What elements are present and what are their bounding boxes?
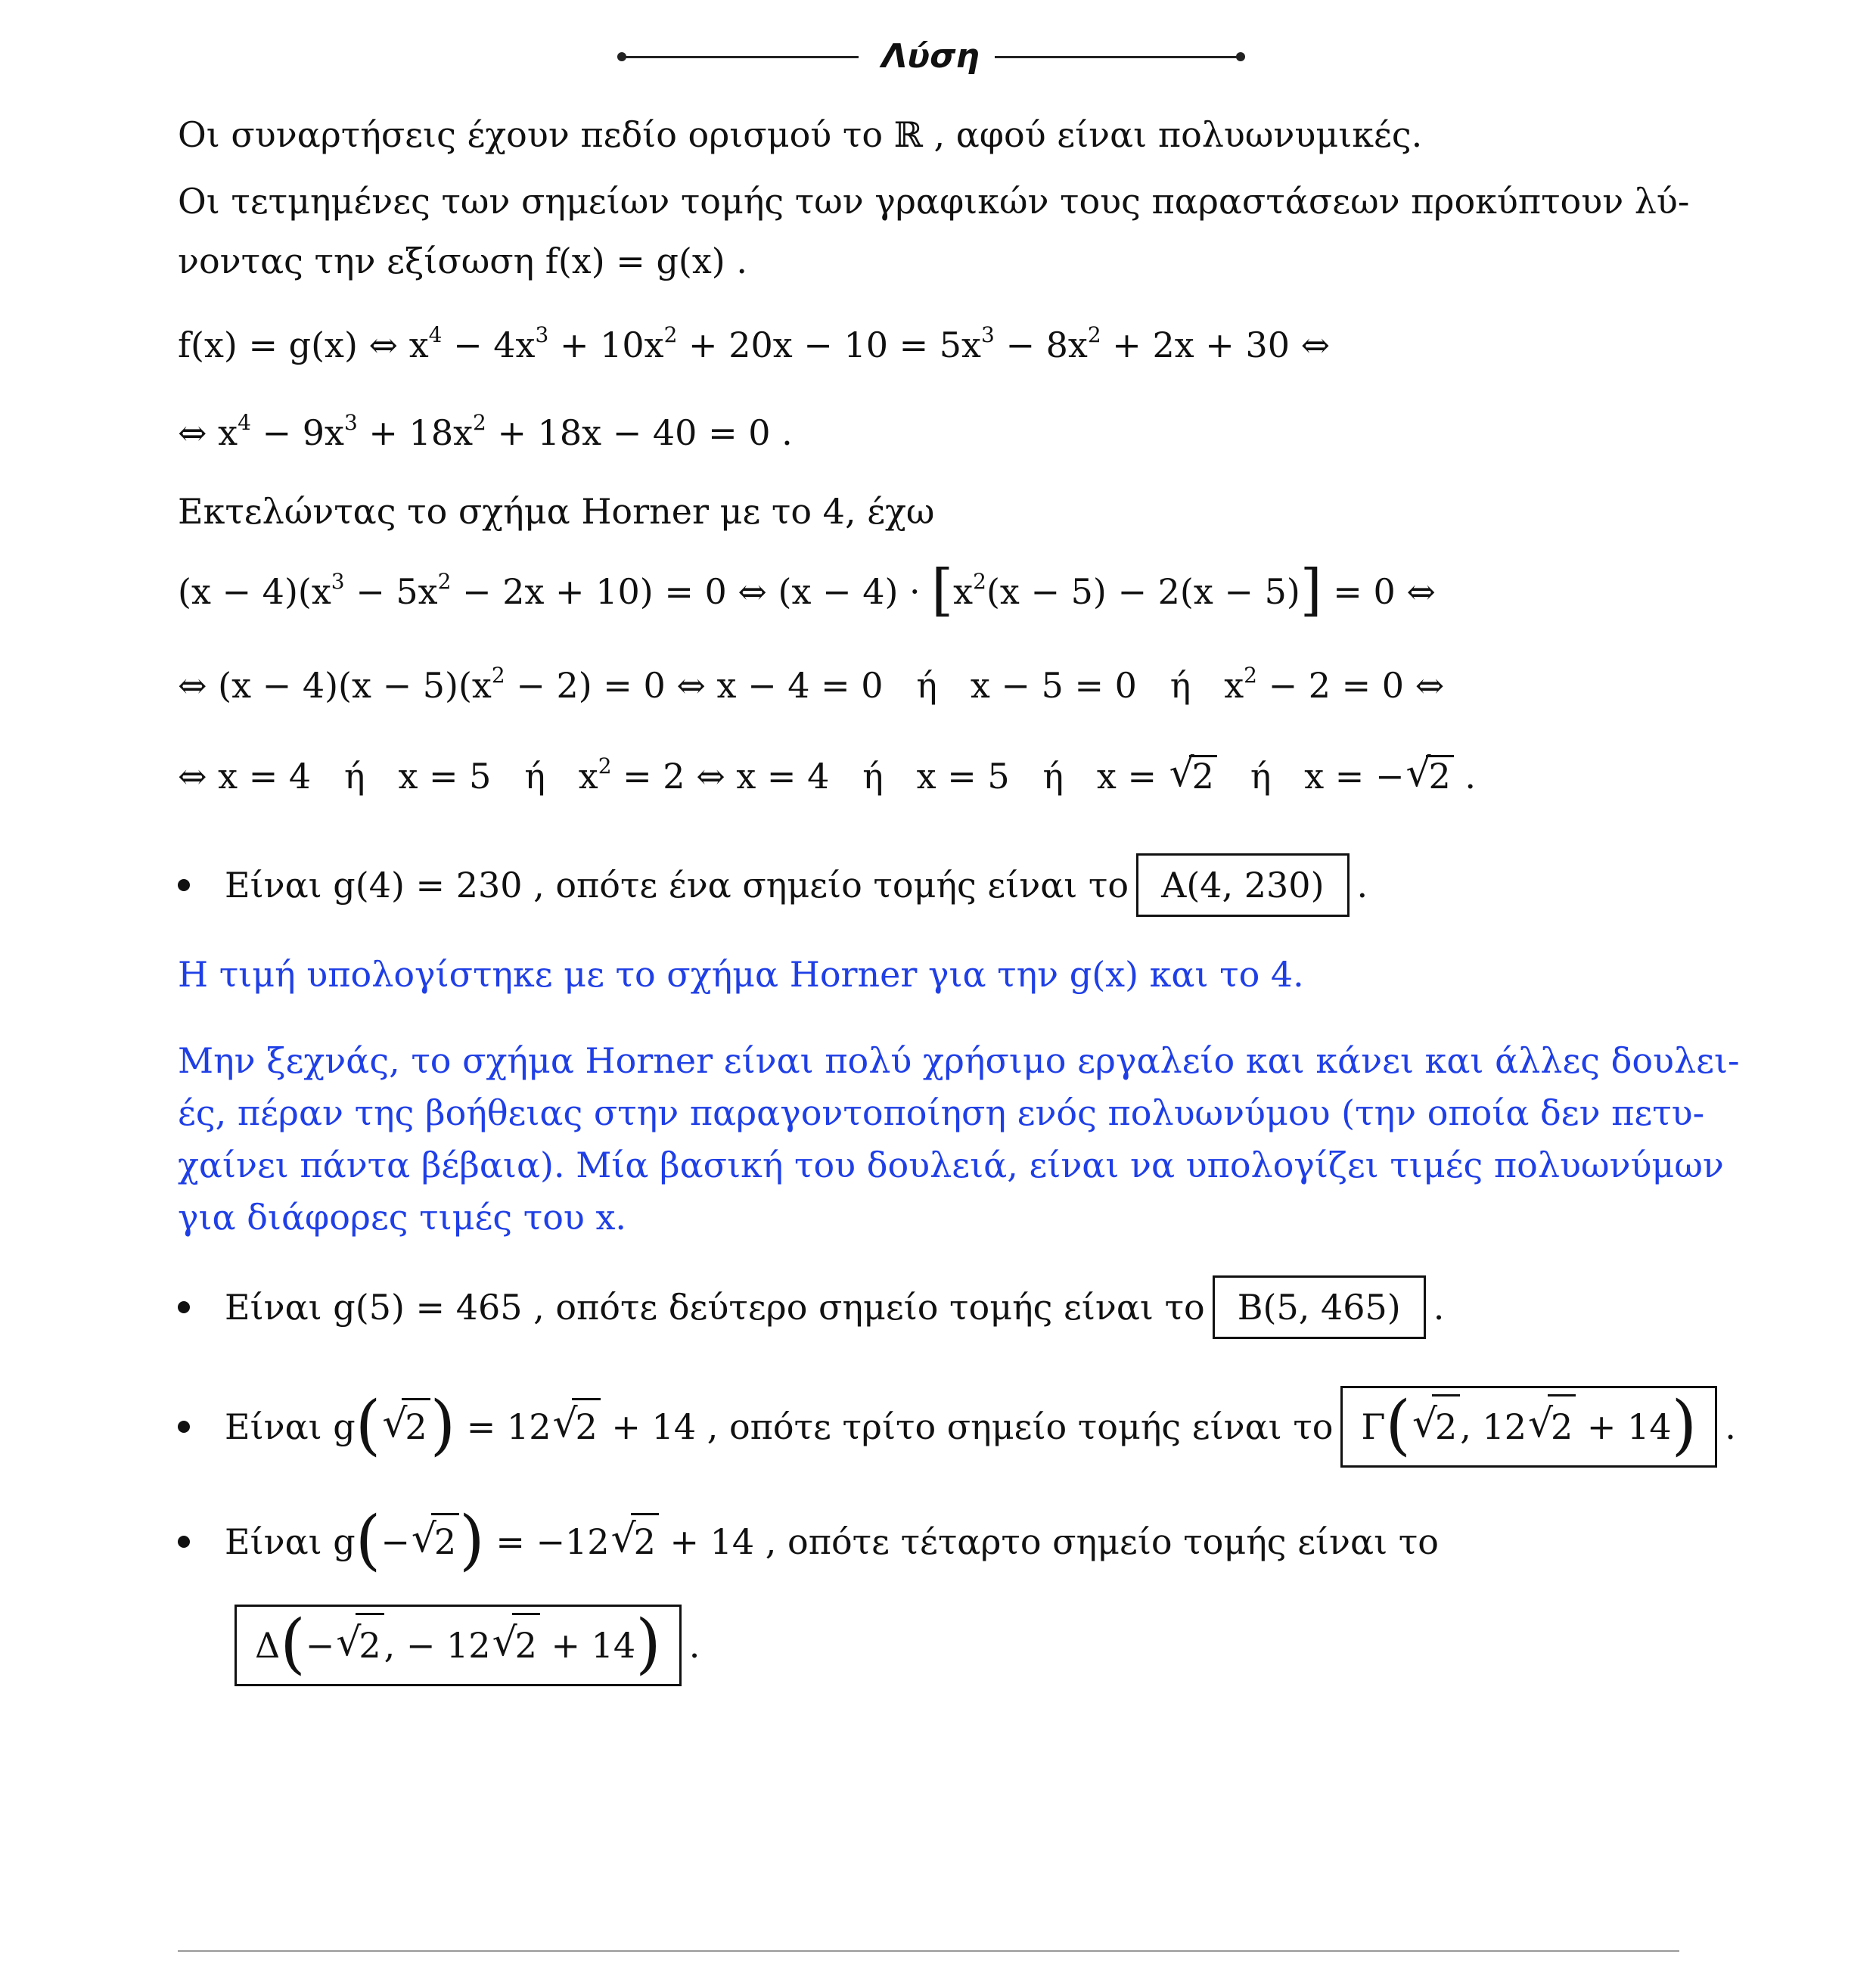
note-horner-line1: Μην ξεχνάς, το σχήμα Horner είναι πολύ χρήσιμο εργαλείο και κάνει και άλλες δουλει- xyxy=(178,1040,1740,1081)
eq3-exp: 2 xyxy=(437,569,452,594)
eq4-exp: 2 xyxy=(1244,663,1257,688)
eq5-part: . xyxy=(1453,756,1477,797)
eq4-part: − 2 = 0 ⇔ xyxy=(1256,665,1445,706)
bullet-end: . xyxy=(1356,865,1368,906)
eq2-exp: 4 xyxy=(238,410,251,435)
sqrt-expression: √ 2 xyxy=(552,1396,600,1457)
equation-5 xyxy=(178,753,1476,799)
header-title: Λύση xyxy=(881,37,980,76)
bullet-dot xyxy=(178,1536,190,1548)
bullet-point-b xyxy=(178,1275,1444,1339)
minus-sign: − xyxy=(380,1521,410,1562)
bullet-text: Είναι g xyxy=(225,1406,356,1447)
right-paren: ) xyxy=(1671,1387,1697,1463)
eq2-part: − 9x xyxy=(250,412,344,453)
bullet-dot xyxy=(178,1421,190,1433)
left-paren: ( xyxy=(1385,1387,1411,1463)
eq1-part: + 2x + 30 ⇔ xyxy=(1101,325,1331,365)
note-horner-line3: χαίνει πάντα βέβαια). Μία βασική του δουλειά, είναι να υπολογίζει τιμές πολυωνύμων xyxy=(178,1145,1724,1185)
point-d-line xyxy=(234,1604,700,1687)
eq1-exp: 3 xyxy=(981,322,995,347)
note-horner-value: Η τιμή υπολογίστηκε με το σχήμα Horner για την g(x) και το 4. xyxy=(178,954,1304,995)
paragraph-domain: Οι συναρτήσεις έχουν πεδίο ορισμού το ℝ , αφού είναι πολυωνυμικές. xyxy=(178,114,1423,155)
sqrt-expression: √ 2 xyxy=(412,1511,459,1572)
bullet-text: Είναι g xyxy=(225,1521,356,1562)
right-paren: ) xyxy=(635,1606,661,1682)
header-right-dot xyxy=(1236,52,1245,61)
sqrt-expression: √ 2 xyxy=(1169,753,1217,799)
sqrt-expression: √ 2 xyxy=(1412,1393,1460,1461)
paragraph-intersections-line1: Οι τετμημένες των σημείων τομής των γραφικών τους παραστάσεων προκύπτουν λύ- xyxy=(178,181,1690,222)
point-d-box xyxy=(234,1605,682,1686)
eq5-exp: 2 xyxy=(598,753,612,778)
eq5-part: = 2 ⇔ x = 4 ή x = 5 ή x = xyxy=(611,756,1168,797)
note-horner-line4: για διάφορες τιμές του x. xyxy=(178,1197,627,1238)
eq2-part: + 18x xyxy=(357,412,474,453)
eq1-exp: 4 xyxy=(428,322,443,347)
equation-2 xyxy=(178,410,793,455)
left-bracket: [ xyxy=(931,558,954,623)
eq2-part: + 18x − 40 = 0 . xyxy=(486,412,793,453)
footer-rule xyxy=(178,1950,1679,1952)
sqrt-expression: √ 2 xyxy=(336,1611,384,1679)
eq3-exp: 3 xyxy=(331,569,345,594)
box-text: , 12 xyxy=(1460,1406,1527,1447)
eq4-exp: 2 xyxy=(491,663,505,688)
eq2-exp: 2 xyxy=(473,410,486,435)
sqrt-expression: √ 2 xyxy=(382,1396,430,1457)
minus-sign: − xyxy=(305,1625,335,1666)
bullet-text: = −12 xyxy=(484,1521,610,1562)
box-label: Δ xyxy=(255,1625,281,1666)
eq4-part: ⇔ (x − 4)(x − 5)(x xyxy=(178,665,492,706)
bullet-text: Είναι g(4) = 230 , οπότε ένα σημείο τομής είναι το xyxy=(225,865,1129,906)
eq1-part: + 20x − 10 = 5x xyxy=(677,325,982,365)
box-label: Γ xyxy=(1361,1406,1386,1447)
eq3-part: (x − 4)(x xyxy=(178,571,331,612)
point-a-box: Α(4, 230) xyxy=(1136,853,1349,917)
solution-header xyxy=(620,30,1241,83)
eq1-part: − 8x xyxy=(994,325,1088,365)
eq3-part: − 5x xyxy=(344,571,438,612)
paragraph-horner-intro: Εκτελώντας το σχήμα Horner με το 4, έχω xyxy=(178,491,935,532)
box-text: , − 12 xyxy=(384,1625,491,1666)
eq1-part: − 4x xyxy=(442,325,536,365)
equation-1 xyxy=(178,322,1330,368)
equation-4 xyxy=(178,663,1444,708)
left-paren: ( xyxy=(355,1502,381,1578)
sqrt-expression: √ 2 xyxy=(492,1611,540,1679)
bullet-dot xyxy=(178,879,190,891)
bullet-text: + 14 , οπότε τέταρτο σημείο τομής είναι το xyxy=(658,1521,1439,1562)
sqrt-expression: √ 2 xyxy=(611,1511,659,1572)
bullet-point-d xyxy=(178,1502,1439,1578)
eq3-exp: 2 xyxy=(973,569,986,594)
paragraph-intersections-line2: νοντας την εξίσωση f(x) = g(x) . xyxy=(178,241,747,281)
bullet-point-a xyxy=(178,853,1368,917)
point-c-box xyxy=(1340,1386,1717,1468)
eq5-part: ή x = − xyxy=(1216,756,1405,797)
equation-3 xyxy=(178,558,1436,623)
box-text: + 14 xyxy=(1576,1406,1672,1447)
eq1-exp: 3 xyxy=(535,322,549,347)
box-text: + 14 xyxy=(539,1625,636,1666)
right-paren: ) xyxy=(430,1387,456,1463)
bullet-text: + 14 , οπότε τρίτο σημείο τομής είναι το xyxy=(600,1406,1334,1447)
bullet-end: . xyxy=(1725,1406,1736,1447)
eq5-part: ⇔ x = 4 ή x = 5 ή x xyxy=(178,756,598,797)
bullet-text: Είναι g(5) = 465 , οπότε δεύτερο σημείο τομής είναι το xyxy=(225,1287,1205,1328)
eq2-part: ⇔ x xyxy=(178,412,238,453)
eq4-part: − 2) = 0 ⇔ x − 4 = 0 ή x − 5 = 0 ή x xyxy=(505,665,1244,706)
header-right-rule xyxy=(995,56,1241,58)
eq3-part: x xyxy=(953,571,974,612)
sqrt-expression: √ 2 xyxy=(1406,753,1454,799)
note-horner-line2: ές, πέραν της βοήθειας στην παραγοντοποίηση ενός πολυωνύμου (την οποία δεν πετυ- xyxy=(178,1092,1705,1133)
right-paren: ) xyxy=(459,1502,485,1578)
eq1-exp: 2 xyxy=(1087,322,1101,347)
right-bracket: ] xyxy=(1300,558,1322,623)
eq2-exp: 3 xyxy=(343,410,358,435)
eq1-part: + 10x xyxy=(548,325,664,365)
header-left-rule xyxy=(620,56,859,58)
bullet-point-c xyxy=(178,1386,1736,1468)
eq3-part: (x − 5) − 2(x − 5) xyxy=(986,571,1300,612)
point-b-box: Β(5, 465) xyxy=(1213,1275,1426,1339)
left-paren: ( xyxy=(280,1606,306,1682)
eq1-part: f(x) = g(x) ⇔ x xyxy=(178,325,429,365)
sqrt-expression: √ 2 xyxy=(1528,1393,1576,1461)
bullet-end: . xyxy=(688,1625,700,1666)
left-paren: ( xyxy=(355,1387,381,1463)
eq1-exp: 2 xyxy=(663,322,678,347)
eq3-part: = 0 ⇔ xyxy=(1322,571,1436,612)
bullet-end: . xyxy=(1433,1287,1445,1328)
bullet-dot xyxy=(178,1301,190,1313)
bullet-text: = 12 xyxy=(455,1406,551,1447)
eq3-part: − 2x + 10) = 0 ⇔ (x − 4) · xyxy=(451,571,932,612)
